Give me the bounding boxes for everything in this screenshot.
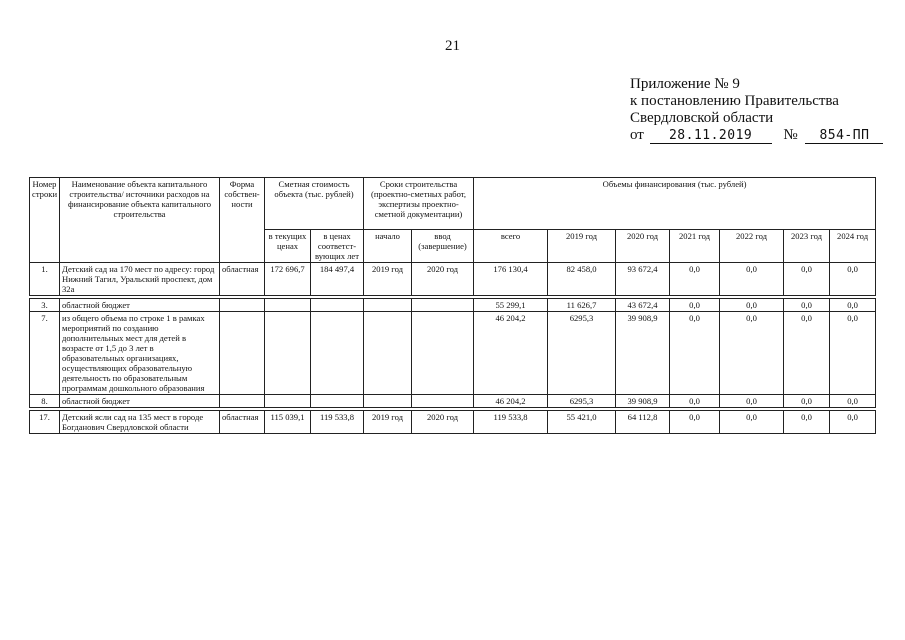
cell-funding-total: 46 204,2: [474, 395, 548, 408]
header-2020: 2020 год: [616, 230, 670, 263]
cell-term-end: 2020 год: [412, 263, 474, 296]
cell-term-end: [412, 395, 474, 408]
cell-term-end: [412, 312, 474, 395]
resolution-number: 854-ПП: [805, 129, 883, 144]
cell-cost-adjusted: [311, 312, 364, 395]
cell-row-number: 1.: [30, 263, 60, 296]
cell-object-name: Детский ясли сад на 135 мест в городе Богданович Свердловской области: [60, 411, 220, 434]
cell-cost-current: 172 696,7: [265, 263, 311, 296]
cell-row-number: 8.: [30, 395, 60, 408]
header-term-start: начало: [364, 230, 412, 263]
cell-funding-2024: 0,0: [830, 411, 876, 434]
cell-funding-2022: 0,0: [720, 395, 784, 408]
header-row-no: Номер строки: [30, 178, 60, 263]
cell-row-number: 7.: [30, 312, 60, 395]
cell-object-name: Детский сад на 170 мест по адресу: город Нижний Тагил, Уральский проспект, дом 32а: [60, 263, 220, 296]
cell-term-end: [412, 299, 474, 312]
resolution-date: 28.11.2019: [650, 129, 772, 144]
header-construction-terms: Сроки строительства (проектно-сметных работ, экспертизы проектно-сметной документации): [364, 178, 474, 230]
cell-funding-2022: 0,0: [720, 411, 784, 434]
cell-funding-2022: 0,0: [720, 263, 784, 296]
cell-row-number: 17.: [30, 411, 60, 434]
cell-term-start: 2019 год: [364, 263, 412, 296]
cell-funding-2023: 0,0: [784, 263, 830, 296]
cell-funding-2023: 0,0: [784, 411, 830, 434]
cell-object-name: из общего объема по строке 1 в рамках мероприятий по созданию дополнительных мест для детей в возрасте от 1,5 до 3 лет в образовательных организациях, осуществляющих образовательную деятельность по образовательным программам дошкольного образования: [60, 312, 220, 395]
cell-funding-2019: 11 626,7: [548, 299, 616, 312]
header-2022: 2022 год: [720, 230, 784, 263]
cell-funding-total: 55 299,1: [474, 299, 548, 312]
cell-funding-2024: 0,0: [830, 299, 876, 312]
cell-cost-adjusted: 119 533,8: [311, 411, 364, 434]
header-object-name: Наименование объекта капитального строительства/ источники расходов на финансирование объекта капитального строительства: [60, 178, 220, 263]
cell-funding-2020: 93 672,4: [616, 263, 670, 296]
funding-table: [29, 177, 876, 434]
header-2019: 2019 год: [548, 230, 616, 263]
cell-funding-2022: 0,0: [720, 299, 784, 312]
cell-ownership-form: [220, 395, 265, 408]
cell-funding-2021: 0,0: [670, 395, 720, 408]
cell-funding-total: 46 204,2: [474, 312, 548, 395]
appendix-title: Приложение № 9: [630, 76, 740, 92]
header-cost-current: в текущих ценах: [265, 230, 311, 263]
cell-funding-2021: 0,0: [670, 263, 720, 296]
cell-funding-2024: 0,0: [830, 263, 876, 296]
header-funding-volumes: Объемы финансирования (тыс. рублей): [474, 178, 876, 230]
cell-term-start: [364, 299, 412, 312]
cell-funding-2023: 0,0: [784, 312, 830, 395]
cell-cost-adjusted: [311, 395, 364, 408]
from-label: от: [630, 127, 644, 143]
cell-row-number: 3.: [30, 299, 60, 312]
cell-funding-total: 176 130,4: [474, 263, 548, 296]
cell-cost-current: [265, 312, 311, 395]
table-row: [30, 312, 876, 395]
cell-funding-2024: 0,0: [830, 312, 876, 395]
cell-object-name: областной бюджет: [60, 299, 220, 312]
cell-term-start: 2019 год: [364, 411, 412, 434]
table-row: [30, 411, 876, 434]
cell-ownership-form: областная: [220, 263, 265, 296]
cell-funding-2020: 43 672,4: [616, 299, 670, 312]
cell-cost-current: 115 039,1: [265, 411, 311, 434]
cell-funding-2024: 0,0: [830, 395, 876, 408]
appendix-date-line: [630, 127, 883, 144]
cell-object-name: областной бюджет: [60, 395, 220, 408]
cell-funding-2019: 6295,3: [548, 312, 616, 395]
appendix-resolution: к постановлению Правительства: [630, 93, 839, 109]
table-row: [30, 395, 876, 408]
table-body: [30, 263, 876, 434]
cell-cost-adjusted: 184 497,4: [311, 263, 364, 296]
cell-funding-2022: 0,0: [720, 312, 784, 395]
cell-cost-current: [265, 395, 311, 408]
header-ownership: Форма собствен-ности: [220, 178, 265, 263]
cell-term-end: 2020 год: [412, 411, 474, 434]
cell-funding-2019: 82 458,0: [548, 263, 616, 296]
table-row: [30, 263, 876, 296]
cell-funding-2021: 0,0: [670, 299, 720, 312]
cell-cost-adjusted: [311, 299, 364, 312]
number-label: №: [783, 127, 798, 143]
cell-funding-2020: 39 908,9: [616, 312, 670, 395]
cell-funding-2019: 55 421,0: [548, 411, 616, 434]
cell-funding-2023: 0,0: [784, 299, 830, 312]
cell-ownership-form: областная: [220, 411, 265, 434]
header-cost-adjusted: в ценах соответст-вующих лет: [311, 230, 364, 263]
table-row: [30, 299, 876, 312]
cell-funding-2020: 64 112,8: [616, 411, 670, 434]
cell-funding-2019: 6295,3: [548, 395, 616, 408]
cell-term-start: [364, 312, 412, 395]
cell-funding-total: 119 533,8: [474, 411, 548, 434]
cell-cost-current: [265, 299, 311, 312]
cell-funding-2021: 0,0: [670, 411, 720, 434]
header-2023: 2023 год: [784, 230, 830, 263]
appendix-region: Свердловской области: [630, 110, 774, 126]
cell-funding-2021: 0,0: [670, 312, 720, 395]
header-total: всего: [474, 230, 548, 263]
cell-ownership-form: [220, 312, 265, 395]
header-2024: 2024 год: [830, 230, 876, 263]
page-number: 21: [445, 38, 460, 54]
cell-funding-2023: 0,0: [784, 395, 830, 408]
cell-term-start: [364, 395, 412, 408]
appendix-block: [630, 76, 883, 144]
header-term-end: ввод (завершение): [412, 230, 474, 263]
cell-funding-2020: 39 908,9: [616, 395, 670, 408]
header-estimated-cost: Сметная стоимость объекта (тыс. рублей): [265, 178, 364, 230]
cell-ownership-form: [220, 299, 265, 312]
header-2021: 2021 год: [670, 230, 720, 263]
